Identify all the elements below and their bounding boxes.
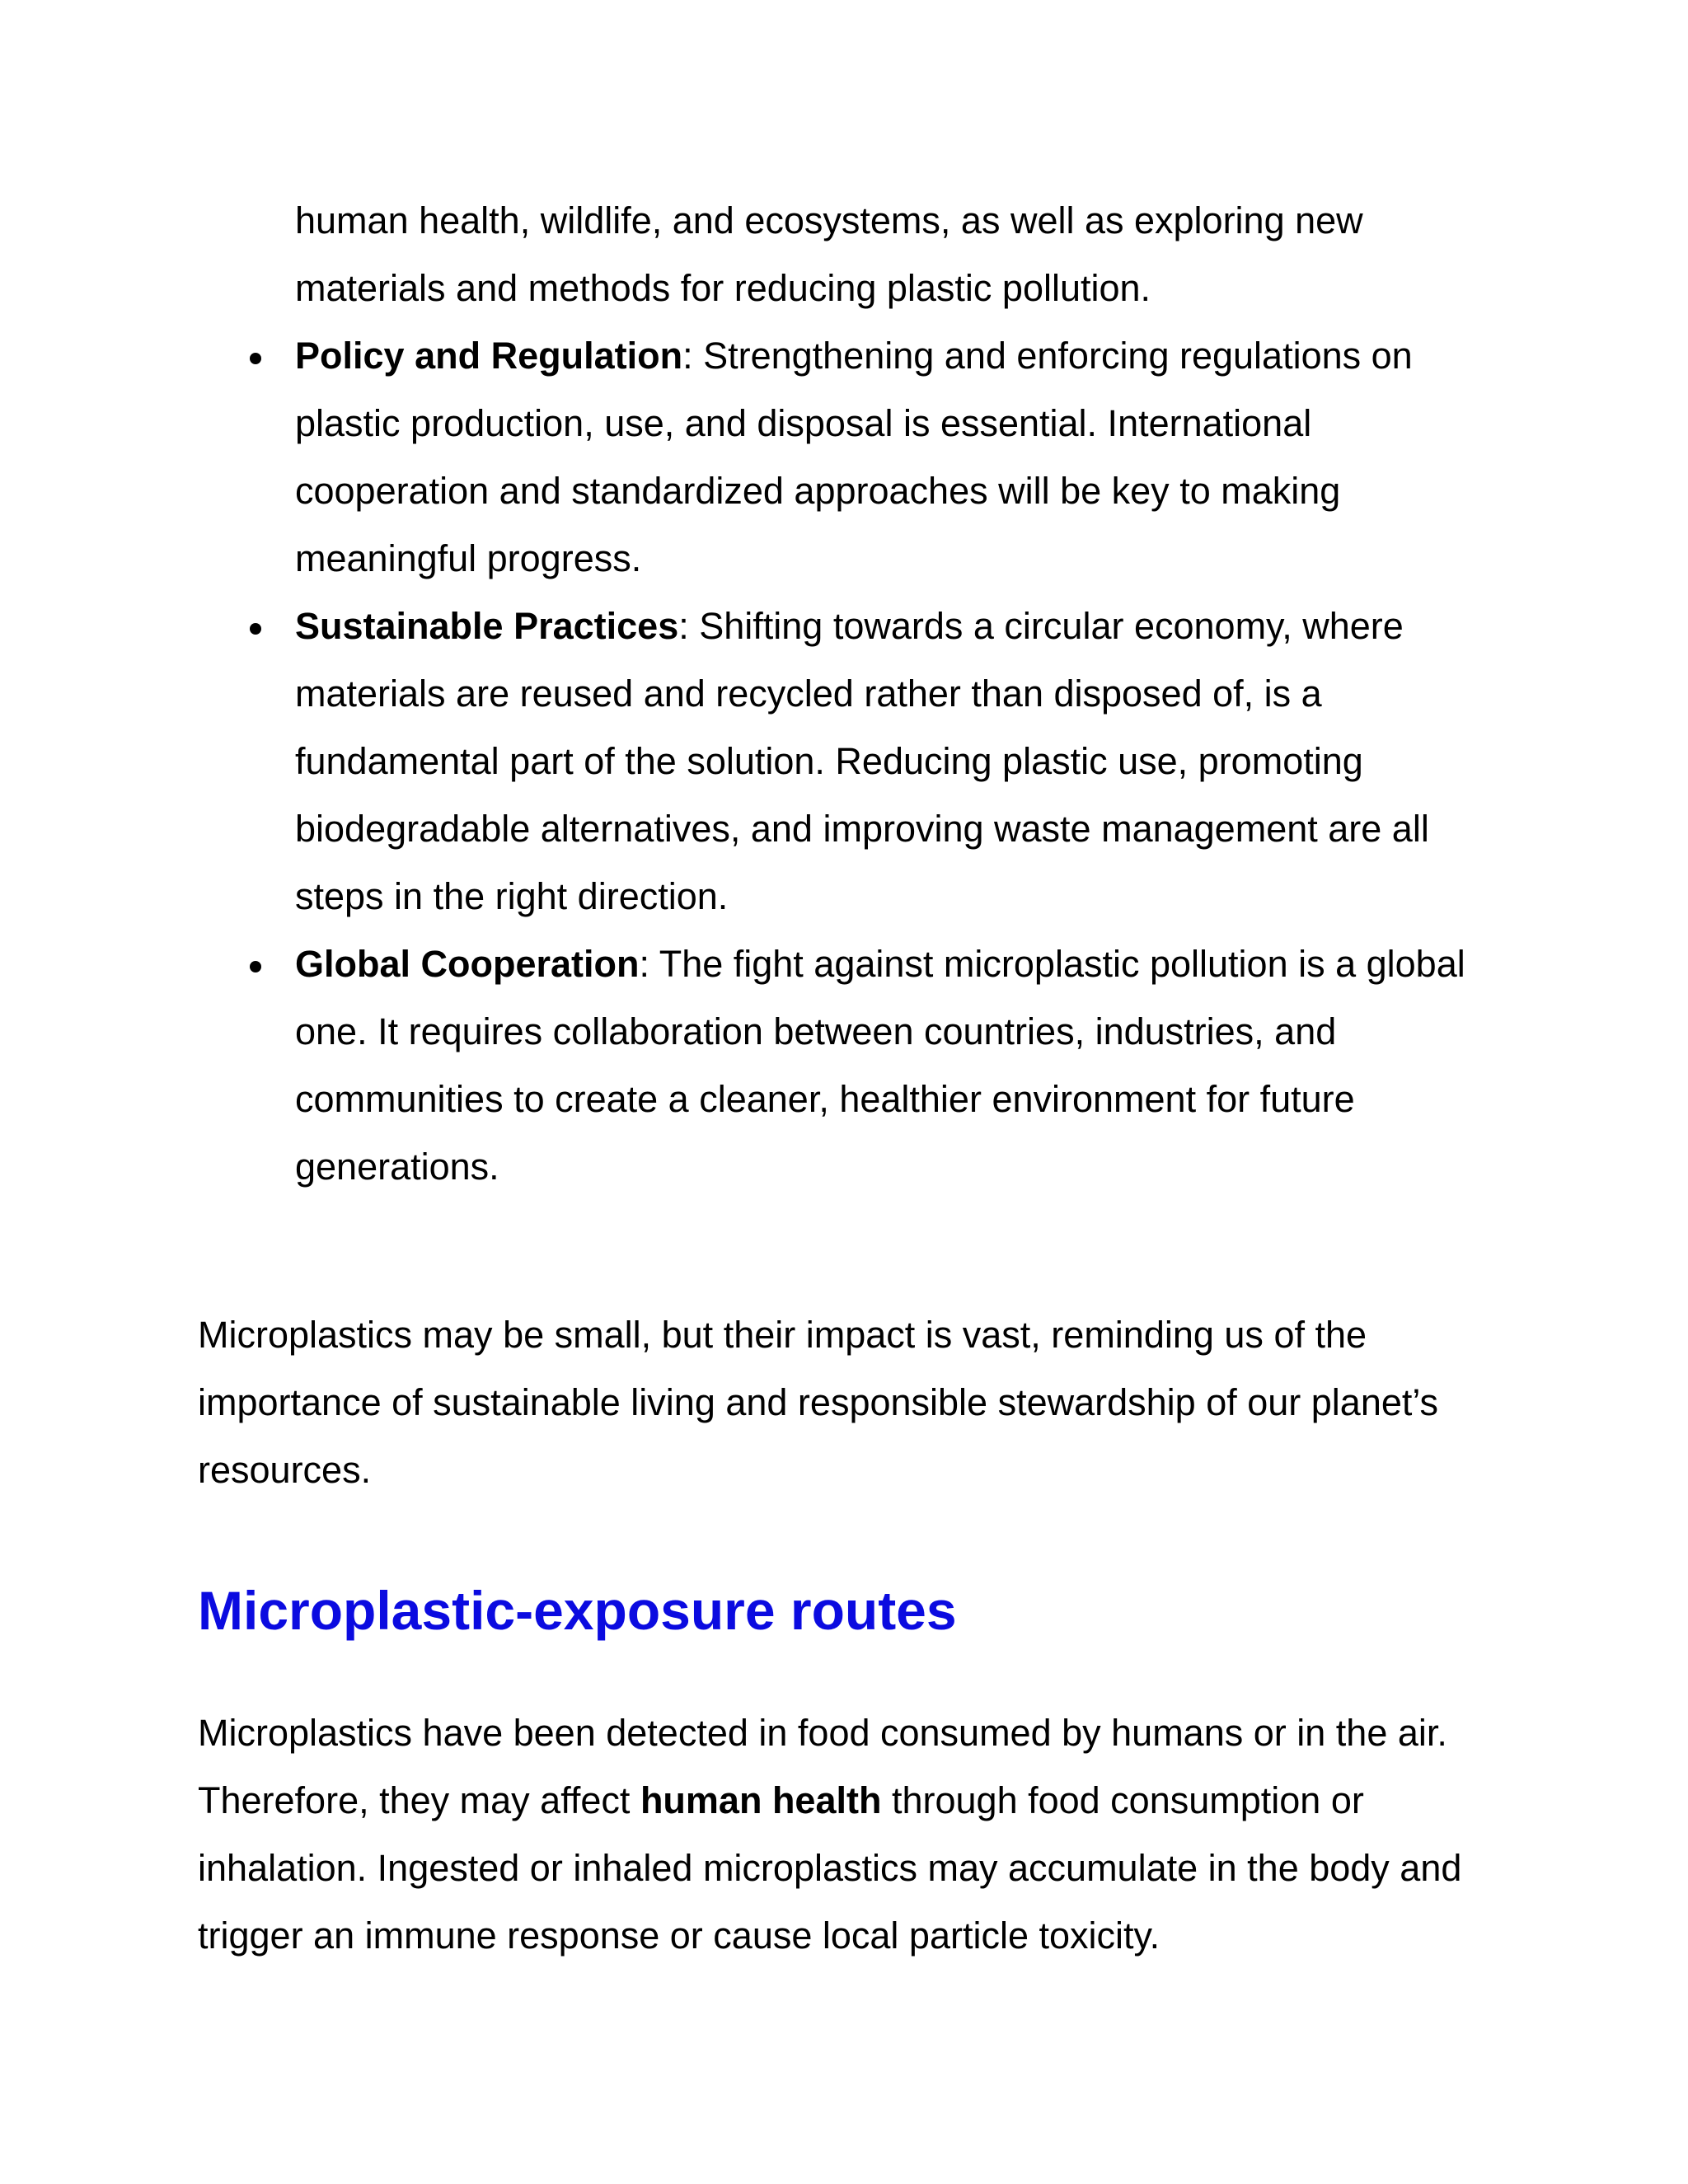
bullet-dot-icon [250,623,261,635]
exposure-text-before: Microplastics have been detected in food consumed by humans or in the air. Therefore, they may affect [198,1712,1447,1821]
list-item-text: : Shifting towards a circular economy, where materials are reused and recycled rather than disposed of, is a fundamental part of the solution. Reducing plastic use, promoting biodegradable alternatives, and improving waste management are all steps in the right direction. [295,605,1429,917]
list-item-title: Policy and Regulation [295,335,683,377]
exposure-paragraph [198,1699,1484,1970]
bullet-list [247,322,1500,1201]
conclusion-paragraph: Microplastics may be small, but their impact is vast, reminding us of the importance of sustainable living and responsible stewardship of our planet’s resources. [198,1314,1439,1491]
list-item-title: Sustainable Practices [295,605,679,647]
list-item-text: : The fight against microplastic pollution is a global one. It requires collaboration between countries, industries, and communities to create a cleaner, healthier environment for future generations. [295,943,1465,1188]
list-item-policy-and-regulation [247,322,1500,593]
section-heading: Microplastic-exposure routes [198,1580,957,1641]
bullet-dot-icon [250,353,261,364]
list-item-continuation: human health, wildlife, and ecosystems, as well as exploring new materials and methods for reducing plastic pollution. [295,199,1363,309]
list-item-global-cooperation [247,930,1500,1201]
bullet-dot-icon [250,961,261,972]
list-item-title: Global Cooperation [295,943,640,985]
list-item-text: : Strengthening and enforcing regulations on plastic production, use, and disposal is essential. International cooperation and standardized approaches will be key to making meaningful progress. [295,335,1413,579]
exposure-text-after: through food consumption or inhalation. Ingested or inhaled microplastics may accumulate in the body and trigger an immune response or cause local particle toxicity. [198,1779,1462,1957]
list-item-sustainable-practices [247,593,1500,930]
exposure-text-bold: human health [640,1779,882,1821]
